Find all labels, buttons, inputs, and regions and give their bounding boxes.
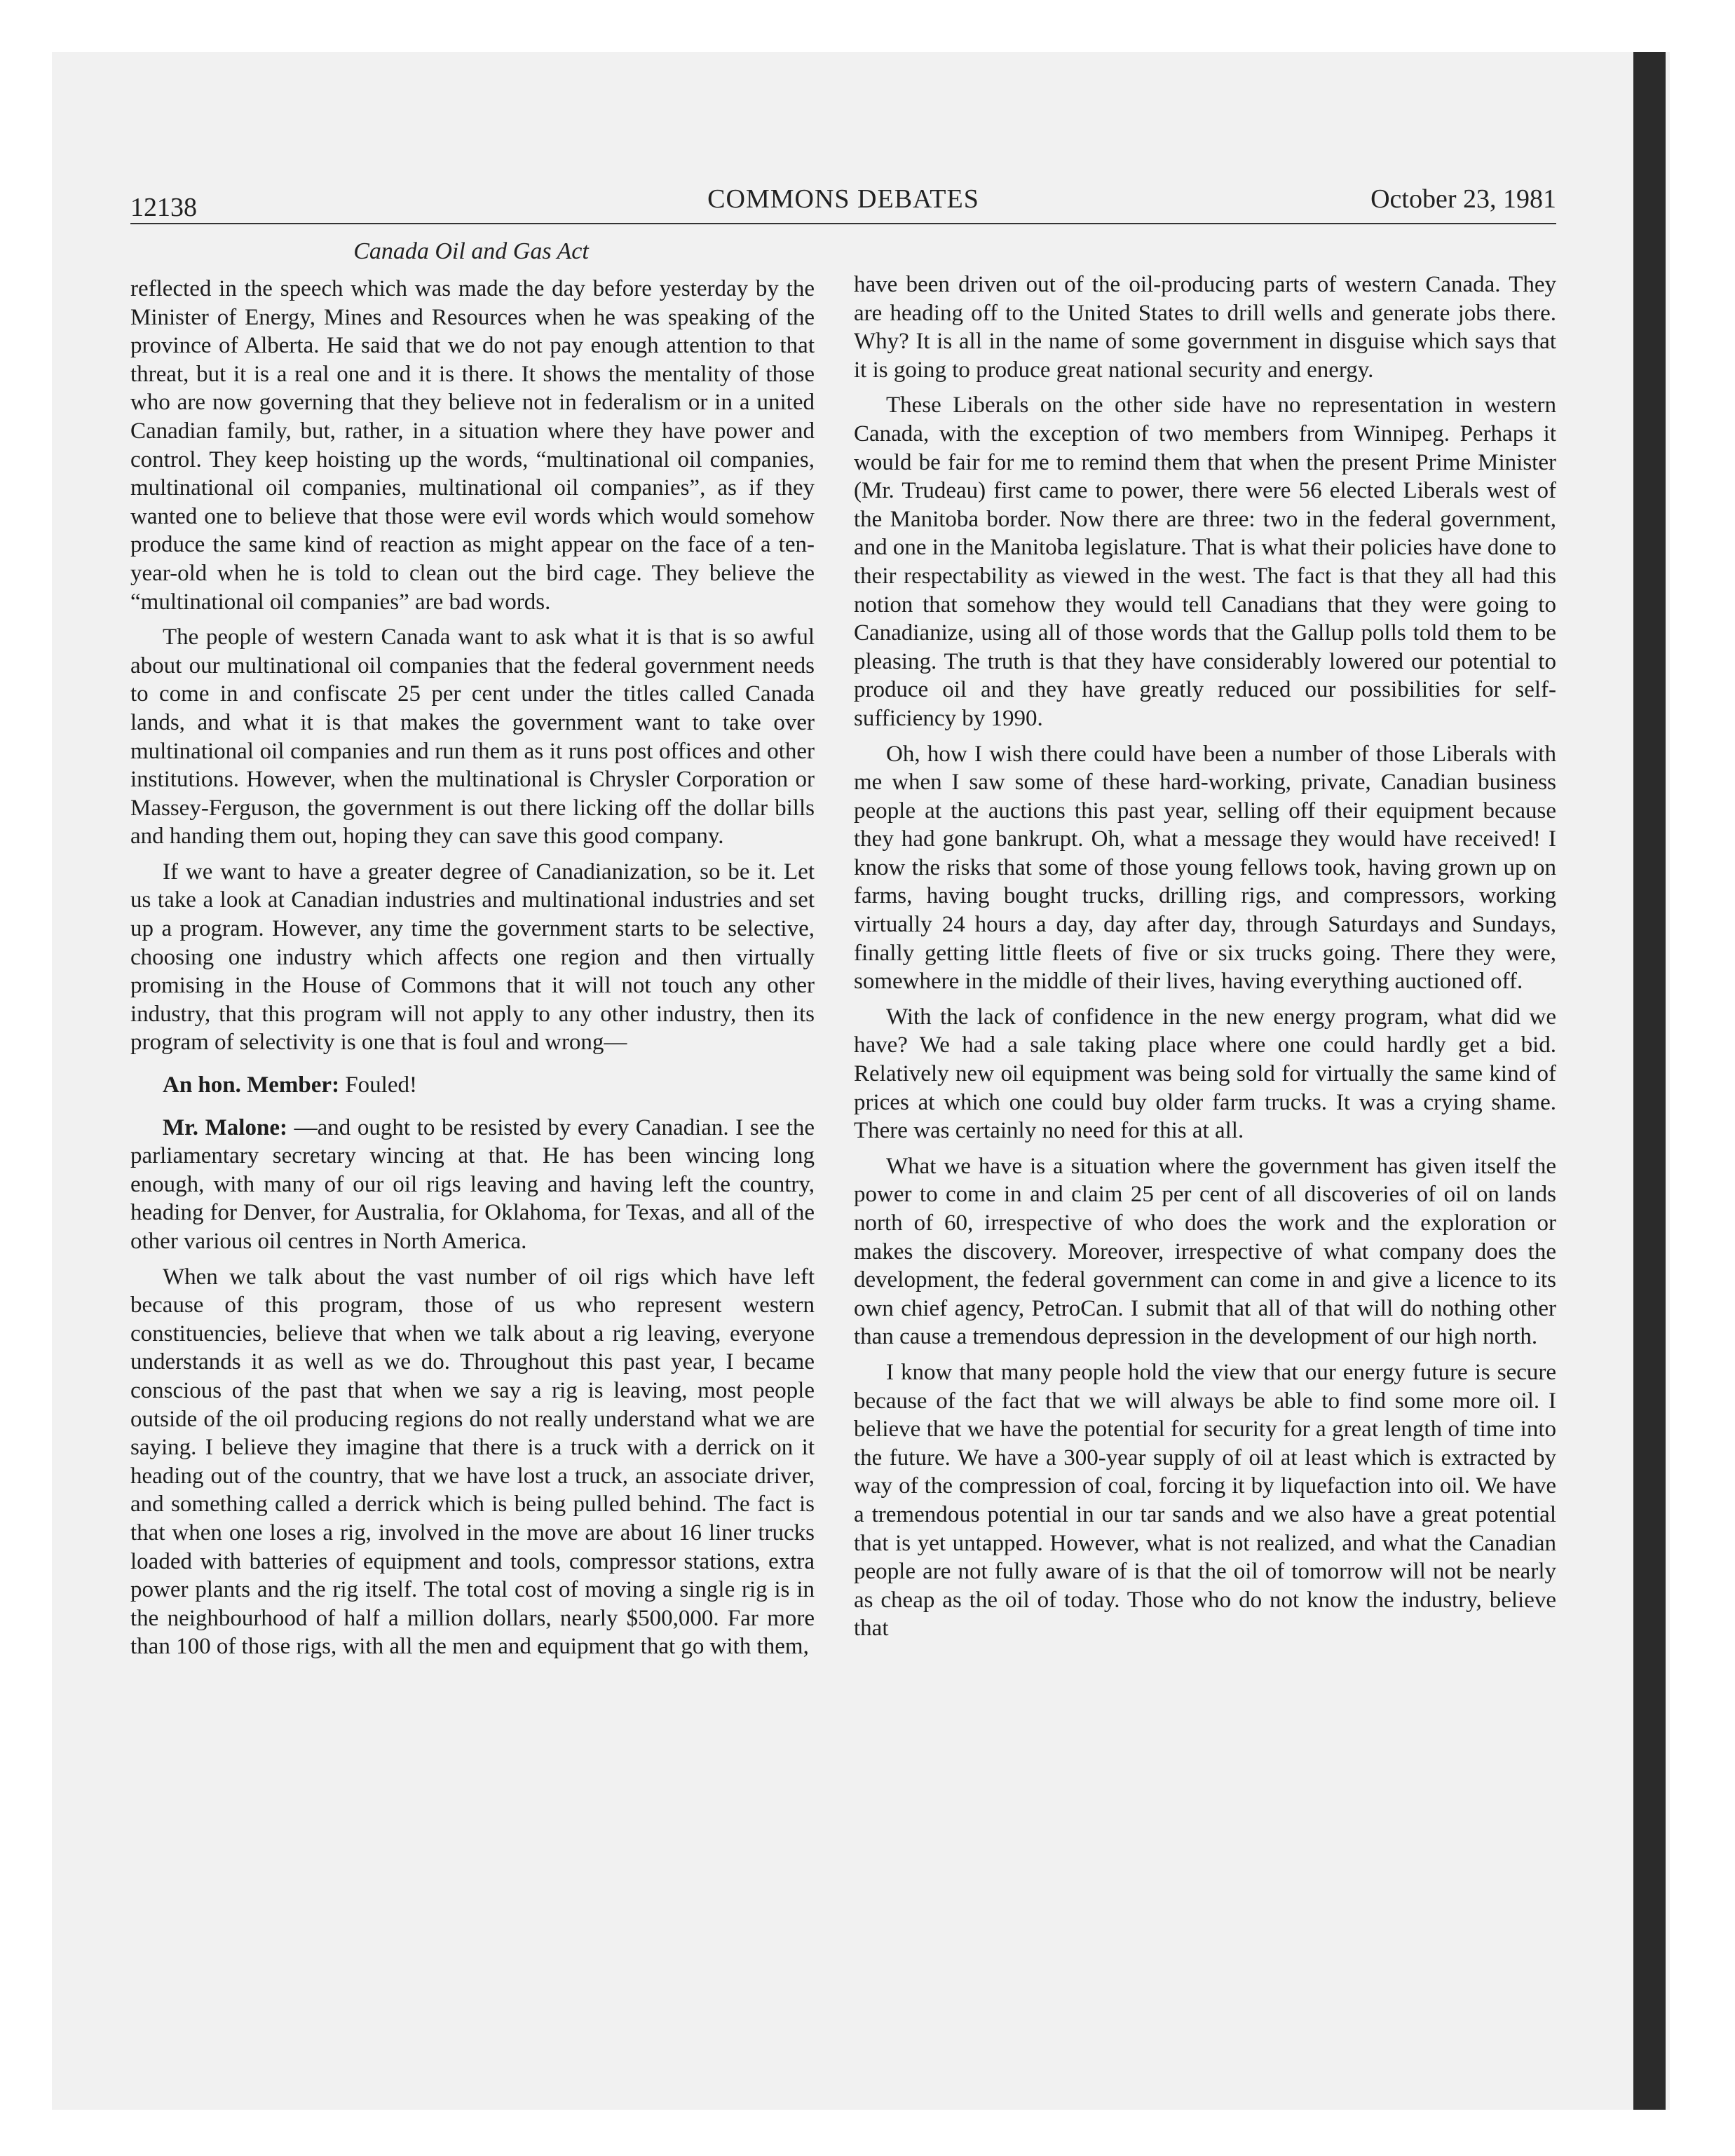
paragraph: I know that many people hold the view that our energy future is secure because of the fact that we will always be able to find some more oil. I believe that we have the potential for security for a great length of time into the future. We have a 300-year supply of oil at least which is extracted by way of the compression of coal, forcing it by liquefaction into oil. We have a tremendous potential in our tar sands and we also have a great potential that is yet untapped. However, what is not realized, and what the Canadian people are not fully aware of is that the oil of tomorrow will not be nearly as cheap as the oil of today. Those who do not know the industry, believe that xyxy=(854,1359,1556,1642)
paragraph: The people of western Canada want to ask what it is that is so awful about our multinational oil companies that the federal government needs to come in and confiscate 25 per cent under the titles called Canada lands, and what it is that makes the government want to take over multinational oil companies and run them as it runs post offices and other institutions. However, when the multinational is Chrysler Corporation or Massey-Ferguson, the government is out there licking off the dollar bills and handing them out, hoping they can save this good company. xyxy=(130,625,815,850)
paragraph: When we talk about the vast number of oil rigs which have left because of this program, those of us who represent western constituencies, believe that when we talk about a rig leaving, everyone understands it as well as we do. Throughout this past year, I became conscious of the past that when we say a rig is leaving, most people outside of the oil producing regions do not really understand what we are saying. I believe they imagine that there is a truck with a derrick on it heading out of the country, that we have lost a truck, an associate driver, and something called a derrick which is being pulled behind. The fact is that when one loses a rig, involved in the move are about 16 liner trucks loaded with batteries of equipment and tools, compressor stations, extra power plants and the rig itself. The total cost of moving a single rig is in the neighbourhood of half a million dollars, nearly $500,000. Far more than 100 of those rigs, with all the men and equipment that go with them, xyxy=(130,1264,815,1660)
page-header xyxy=(130,184,1556,224)
page-date: October 23, 1981 xyxy=(1370,184,1556,214)
paragraph: Oh, how I wish there could have been a number of those Liberals with me when I saw some of these hard-working, private, Canadian business people at the auctions this past year, selling off their equipment because they had gone bankrupt. Oh, what a message they would have received! I know the risks that some of those young fellows took, having grown up on farms, having bought trucks, drilling rigs, and compressors, working virtually 24 hours a day, day after day, through Saturdays and Sundays, finally getting little fleets of five or six trucks going. There they were, somewhere in the middle of their lives, having everything auctioned off. xyxy=(854,741,1556,995)
paragraph: have been driven out of the oil-producing parts of western Canada. They are heading off to the United States to drill wells and generate jobs there. Why? It is all in the name of some government in disguise which says that it is going to produce great national security and energy. xyxy=(854,272,1556,383)
paragraph: These Liberals on the other side have no representation in western Canada, with the exception of two members from Winnipeg. Perhaps it would be fair for me to remind them that when the present Prime Minister (Mr. Trudeau) first came to power, there were 56 elected Liberals west of the Manitoba border. Now there are three: two in the federal government, and one in the Manitoba legislature. That is what their policies have done to their respectability as viewed in the west. The fact is that they all had this notion that somehow they would tell Canadians that they were going to Canadianize, using all of those words that the Gallup polls told them to be pleasing. The truth is that they have considerably lowered our potential to produce oil and they have greatly reduced our possibilities for self-sufficiency by 1990. xyxy=(854,393,1556,731)
paragraph: With the lack of confidence in the new energy program, what did we have? We had a sale taking place where one could hardly get a bid. Relatively new oil equipment was being sold for virtually the same kind of prices at which one could buy older farm trucks. It was a crying shame. There was certainly no need for this at all. xyxy=(854,1004,1556,1144)
speaker-name: An hon. Member: xyxy=(163,1072,340,1098)
paragraph: If we want to have a greater degree of Canadianization, so be it. Let us take a look at Canadian industries and multinational industries and set up a program. However, any time the government starts to be selective, choosing one industry which affects one region and then virtually promising in the House of Commons that it will not touch any other industry, that this program will not apply to any other industry, then its program of selectivity is one that is foul and wrong— xyxy=(130,859,815,1056)
right-column xyxy=(854,271,1556,1650)
paragraph: reflected in the speech which was made the day before yesterday by the Minister of Energy, Mines and Resources when he was speaking of the province of Alberta. He said that we do not pay enough attention to that threat, but it is a real one and it is there. It shows the mentality of those who are now governing that they believe not in federalism or in a united Canadian family, but, rather, in a situation where they have power and control. They keep hoisting up the words, “multinational oil companies, multinational oil companies, multinational oil companies”, as if they wanted one to believe that those were evil words which would somehow produce the same kind of reaction as might appear on the face of a ten-year-old when he is told to clean out the bird cage. They believe the “multinational oil companies” are bad words. xyxy=(130,276,815,615)
left-column xyxy=(130,275,815,1668)
scan-edge-shadow xyxy=(1633,52,1666,2110)
paragraph: What we have is a situation where the government has given itself the power to come in and claim 25 per cent of all discoveries of oil on lands north of 60, irrespective of who does the work and the exploration or makes the discovery. Moreover, irrespective of what company does the development, the federal government can come in and give a licence to its own chief agency, PetroCan. I submit that all of that will do nothing other than cause a tremendous depression in the development of our high north. xyxy=(854,1153,1556,1350)
speech-paragraph xyxy=(130,1114,815,1256)
speaker-name: Mr. Malone: xyxy=(163,1114,287,1140)
section-subtitle: Canada Oil and Gas Act xyxy=(353,238,589,264)
speech-paragraph xyxy=(130,1071,815,1100)
speech-text: Fouled! xyxy=(345,1072,417,1098)
header-rule xyxy=(130,223,1556,224)
speech-text: —and ought to be resisted by every Canadian. I see the parliamentary secretary wincing at that. He has been wincing long enough, with many of our oil rigs leaving and having left the country, heading for Denver, for Australia, for Oklahoma, for Texas, and all of the other various oil centres in North America. xyxy=(130,1114,815,1254)
publication-title: COMMONS DEBATES xyxy=(707,184,979,214)
page-number: 12138 xyxy=(130,193,197,222)
